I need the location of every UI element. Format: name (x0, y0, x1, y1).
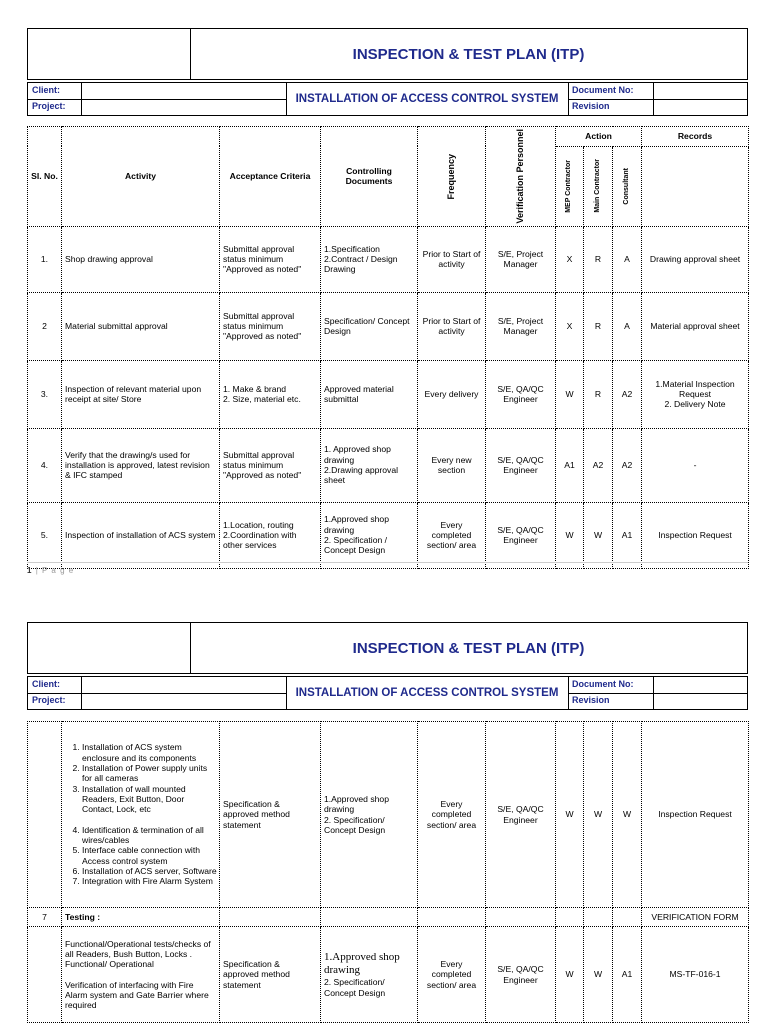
row-documents: 1.Approved shop drawing 2. Specification / Concept Design (321, 502, 418, 568)
table-row (28, 360, 749, 428)
col-action: Action (556, 127, 642, 147)
row-frequency: Every new section (418, 428, 486, 502)
col-documents: Controlling Documents (321, 127, 418, 227)
row-frequency: Prior to Start of activity (418, 226, 486, 292)
testing-sl: 7 (28, 908, 62, 927)
row-acceptance: Submittal approval status minimum "Approved as noted" (220, 428, 321, 502)
row-records: Material approval sheet (642, 292, 749, 360)
row-main: R (584, 292, 613, 360)
col-consultant: Consultant (613, 146, 642, 226)
row-consultant: A (613, 226, 642, 292)
install-acceptance: Specification & approved method statement (220, 722, 321, 908)
system-title: INSTALLATION OF ACCESS CONTROL SYSTEM (295, 93, 559, 105)
row-personnel: S/E, Project Manager (486, 292, 556, 360)
row-records: Inspection Request (642, 502, 749, 568)
row-activity: Material submittal approval (62, 292, 220, 360)
row-frequency: Prior to Start of activity (418, 292, 486, 360)
testing-records: VERIFICATION FORM (642, 908, 749, 927)
row-acceptance: Submittal approval status minimum "Approved as noted" (220, 292, 321, 360)
col-verification: Verification Personnel (486, 127, 556, 227)
table-row (28, 292, 749, 360)
document-no-label: Document No: (572, 85, 634, 95)
itp-table-2 (27, 721, 749, 1023)
install-mep: W (556, 722, 584, 908)
table-row (28, 428, 749, 502)
list-item: 2. Installation of Power supply units for all cameras (82, 763, 217, 784)
row-records: Drawing approval sheet (642, 226, 749, 292)
col-sl: Sl. No. (28, 127, 62, 227)
row-sl: 5. (28, 502, 62, 568)
functional-acceptance: Specification & approved method statement (220, 927, 321, 1023)
row-records: - (642, 428, 749, 502)
row-activity: Inspection of installation of ACS system (62, 502, 220, 568)
install-consultant: W (613, 722, 642, 908)
install-records: Inspection Request (642, 722, 749, 908)
row-documents: Specification/ Concept Design (321, 292, 418, 360)
install-documents: 1.Approved shop drawing 2. Specification/ Concept Design (321, 722, 418, 908)
row-consultant: A2 (613, 428, 642, 502)
row-sl: 4. (28, 428, 62, 502)
list-item: 7. Integration with Fire Alarm System (82, 876, 217, 886)
functional-frequency: Every completed section/ area (418, 927, 486, 1023)
install-activity (62, 722, 220, 908)
functional-documents (321, 927, 418, 1023)
table-row (28, 502, 749, 568)
project-label-2: Project: (32, 695, 66, 705)
row-personnel: S/E, QA/QC Engineer (486, 428, 556, 502)
row-personnel: S/E, Project Manager (486, 226, 556, 292)
client-label-2: Client: (32, 679, 60, 689)
row-personnel: S/E, QA/QC Engineer (486, 502, 556, 568)
row-main: W (584, 502, 613, 568)
col-mep: MEP Contractor (556, 146, 584, 226)
col-acceptance: Acceptance Criteria (220, 127, 321, 227)
row-main: A2 (584, 428, 613, 502)
table-row (28, 226, 749, 292)
functional-activity-b: Verification of interfacing with Fire Alarm system and Gate Barrier where required (65, 979, 209, 1011)
revision-label-2: Revision (572, 695, 610, 705)
page-title: INSPECTION & TEST PLAN (ITP) (352, 45, 585, 63)
logo-area (28, 29, 191, 79)
row-documents: 1. Approved shop drawing 2.Drawing approval sheet (321, 428, 418, 502)
install-main: W (584, 722, 613, 908)
functional-documents-b: 2. Specification/ Concept Design (324, 977, 386, 998)
project-label: Project: (32, 101, 66, 111)
functional-personnel: S/E, QA/QC Engineer (486, 927, 556, 1023)
list-item: 1. Installation of ACS system enclosure and its components (82, 742, 217, 763)
col-main: Main Contractor (584, 146, 613, 226)
install-frequency: Every completed section/ area (418, 722, 486, 908)
page-label: | P a g e (35, 566, 75, 575)
document-meta-2 (27, 676, 748, 710)
row-main: R (584, 360, 613, 428)
functional-consultant: A1 (613, 927, 642, 1023)
functional-activity (62, 927, 220, 1023)
logo-area-2 (28, 623, 191, 673)
row-consultant: A (613, 292, 642, 360)
row-acceptance: 1.Location, routing 2.Coordination with other services (220, 502, 321, 568)
list-item: 3. Installation of wall mounted Readers, Exit Button, Door Contact, Lock, etc (82, 784, 217, 815)
document-no-label-2: Document No: (572, 679, 634, 689)
functional-records: MS-TF-016-1 (642, 927, 749, 1023)
client-label: Client: (32, 85, 60, 95)
functional-activity-a: Functional/Operational tests/checks of all Readers, Bush Button, Locks . Functional/ Operational (65, 938, 211, 970)
itp-header (27, 28, 748, 80)
document-meta (27, 82, 748, 116)
row-sl: 2 (28, 292, 62, 360)
row-main: R (584, 226, 613, 292)
row-activity: Shop drawing approval (62, 226, 220, 292)
functional-mep: W (556, 927, 584, 1023)
row-mep: A1 (556, 428, 584, 502)
row-personnel: S/E, QA/QC Engineer (486, 360, 556, 428)
table-row-install (28, 722, 749, 908)
page-title-2: INSPECTION & TEST PLAN (ITP) (352, 639, 585, 657)
row-sl: 3. (28, 360, 62, 428)
system-title-2: INSTALLATION OF ACCESS CONTROL SYSTEM (295, 687, 559, 699)
row-acceptance: 1. Make & brand 2. Size, material etc. (220, 360, 321, 428)
functional-documents-a: 1.Approved shop drawing (324, 951, 400, 977)
row-documents: Approved material submittal (321, 360, 418, 428)
revision-label: Revision (572, 101, 610, 111)
install-personnel: S/E, QA/QC Engineer (486, 722, 556, 908)
row-activity: Verify that the drawing/s used for installation is approved, latest revision & IFC stamped (62, 428, 220, 502)
testing-activity: Testing : (62, 908, 220, 927)
col-frequency: Frequency (418, 127, 486, 227)
row-mep: W (556, 360, 584, 428)
list-item: 4. Identification & termination of all wires/cables (82, 825, 217, 846)
row-mep: X (556, 226, 584, 292)
page-footer (27, 562, 748, 575)
table-row-testing (28, 908, 749, 927)
row-frequency: Every completed section/ area (418, 502, 486, 568)
itp-table (27, 126, 749, 569)
row-activity: Inspection of relevant material upon receipt at site/ Store (62, 360, 220, 428)
row-acceptance: Submittal approval status minimum "Approved as noted" (220, 226, 321, 292)
row-documents: 1.Specification 2.Contract / Design Drawing (321, 226, 418, 292)
row-frequency: Every delivery (418, 360, 486, 428)
list-item: 6. Installation of ACS server, Software (82, 866, 217, 876)
row-consultant: A2 (613, 360, 642, 428)
row-records: 1.Material Inspection Request 2. Delivery Note (642, 360, 749, 428)
table-row-functional (28, 927, 749, 1023)
row-mep: W (556, 502, 584, 568)
col-records: Records (642, 127, 749, 147)
row-consultant: A1 (613, 502, 642, 568)
page-2 (0, 598, 768, 1024)
functional-main: W (584, 927, 613, 1023)
page-number: 1 (27, 566, 33, 575)
row-sl: 1. (28, 226, 62, 292)
col-activity: Activity (62, 127, 220, 227)
list-item: 5. Interface cable connection with Access control system (82, 845, 217, 866)
row-mep: X (556, 292, 584, 360)
itp-header-2 (27, 622, 748, 674)
